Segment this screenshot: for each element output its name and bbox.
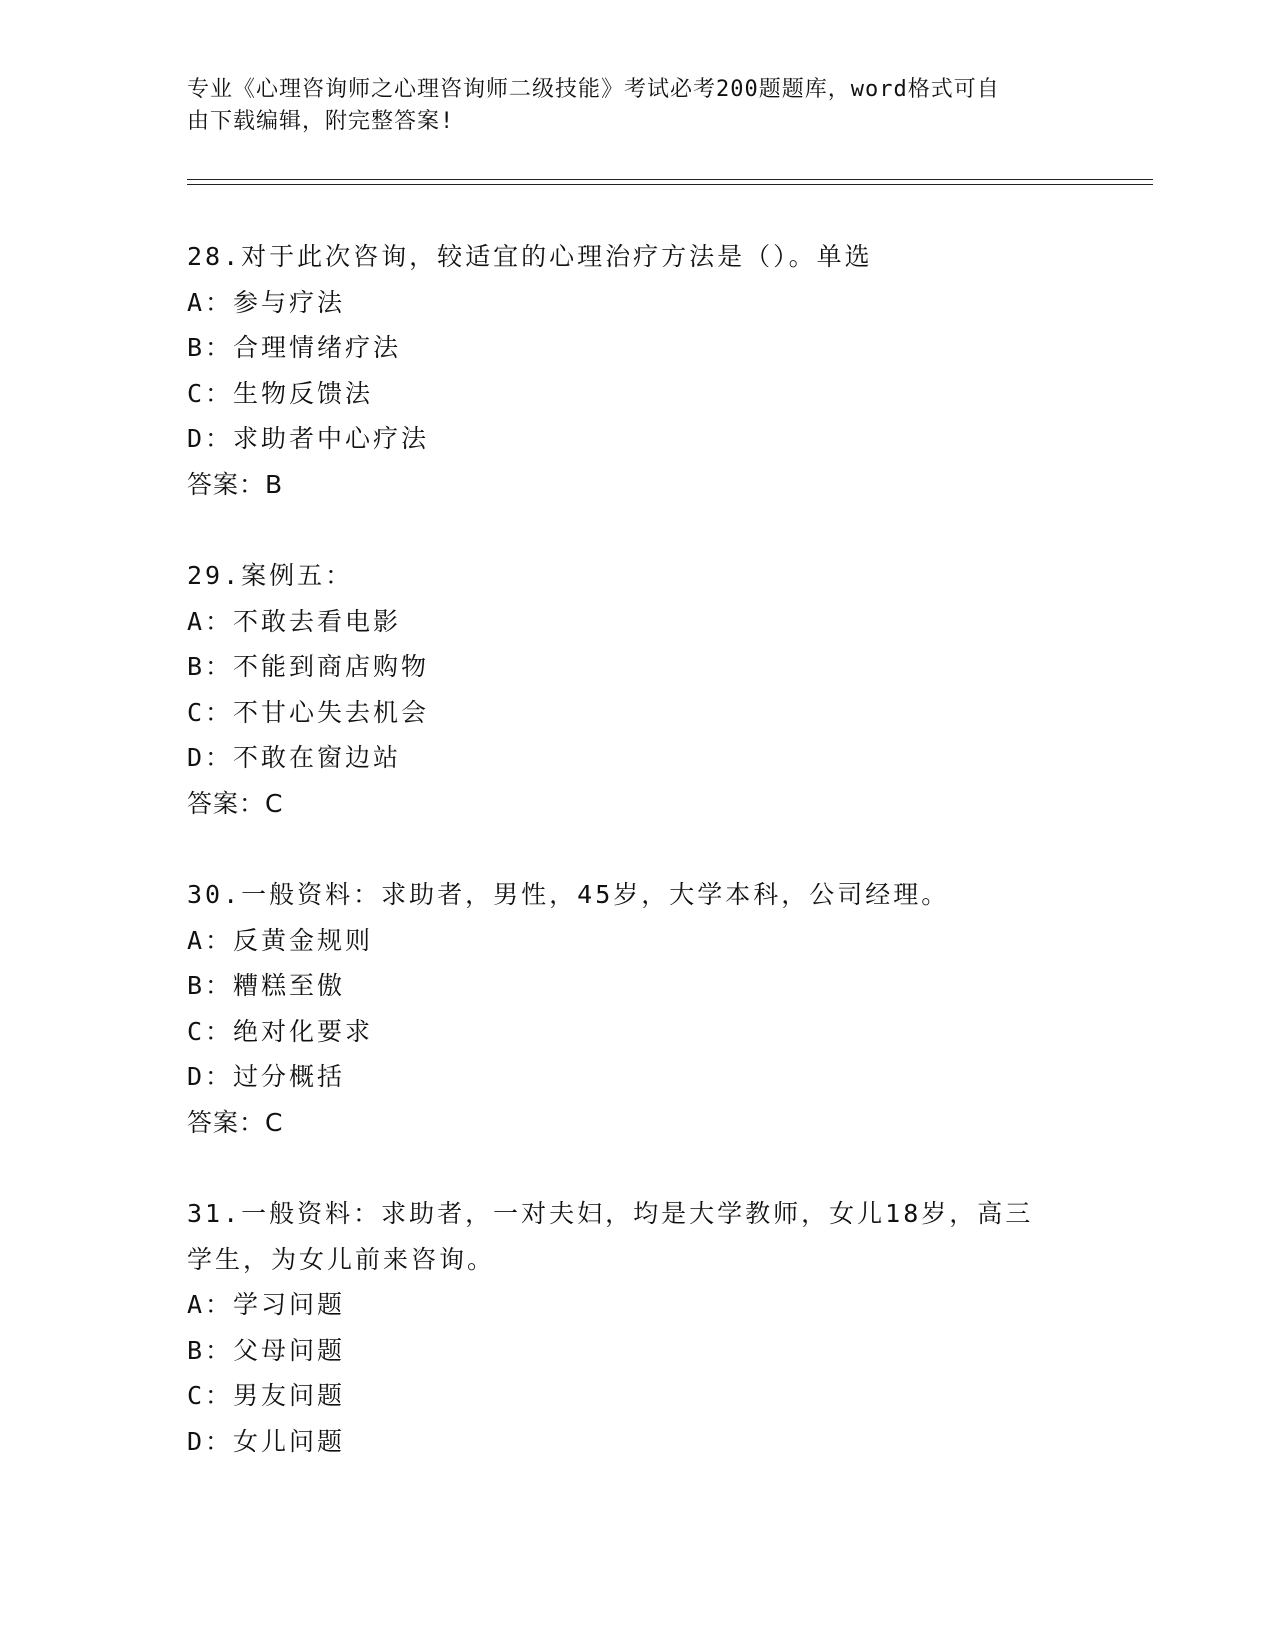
question-stem: 28.对于此次咨询，较适宜的心理治疗方法是（）。单选 [187,242,873,271]
option-d: D：求助者中心疗法 [187,424,430,453]
header-line-1: 专业《心理咨询师之心理咨询师二级技能》考试必考200题题库，word格式可自 [187,77,1000,102]
header-divider-top [187,179,1153,180]
option-a: A：不敢去看电影 [187,606,402,636]
question-31 [187,1191,1087,1464]
option-c: C：男友问题 [187,1381,346,1410]
option-d: D：女儿问题 [187,1426,346,1456]
option-b: B：父母问题 [187,1335,346,1365]
question-28 [187,234,1087,507]
answer-line: 答案：C [187,1107,284,1137]
option-c: C：生物反馈法 [187,378,374,408]
question-30 [187,872,1087,1145]
option-b: B：合理情绪疗法 [187,333,402,362]
header-line-2: 由下载编辑，附完整答案! [187,109,455,134]
question-stem-line-1: 31.一般资料：求助者，一对夫妇，均是大学教师，女儿18岁，高三 [187,1199,1034,1228]
option-d: D：过分概括 [187,1062,346,1091]
option-c: C：绝对化要求 [187,1016,374,1046]
option-a: A：学习问题 [187,1290,346,1319]
option-b: B：糟糕至傲 [187,971,346,1000]
option-d: D：不敢在窗边站 [187,743,402,772]
document-header [187,74,1067,138]
question-stem-line-2: 学生，为女儿前来咨询。 [187,1244,496,1274]
question-29 [187,553,1087,826]
option-b: B：不能到商店购物 [187,652,430,681]
answer-line: 答案：B [187,469,284,499]
option-c: C：不甘心失去机会 [187,697,430,727]
option-a: A：反黄金规则 [187,925,374,955]
question-stem: 30.一般资料：求助者，男性，45岁，大学本科，公司经理。 [187,880,950,909]
header-divider-bottom [187,184,1153,185]
question-stem: 29.案例五： [187,561,354,590]
option-a: A：参与疗法 [187,287,346,317]
answer-line: 答案：C [187,788,284,818]
